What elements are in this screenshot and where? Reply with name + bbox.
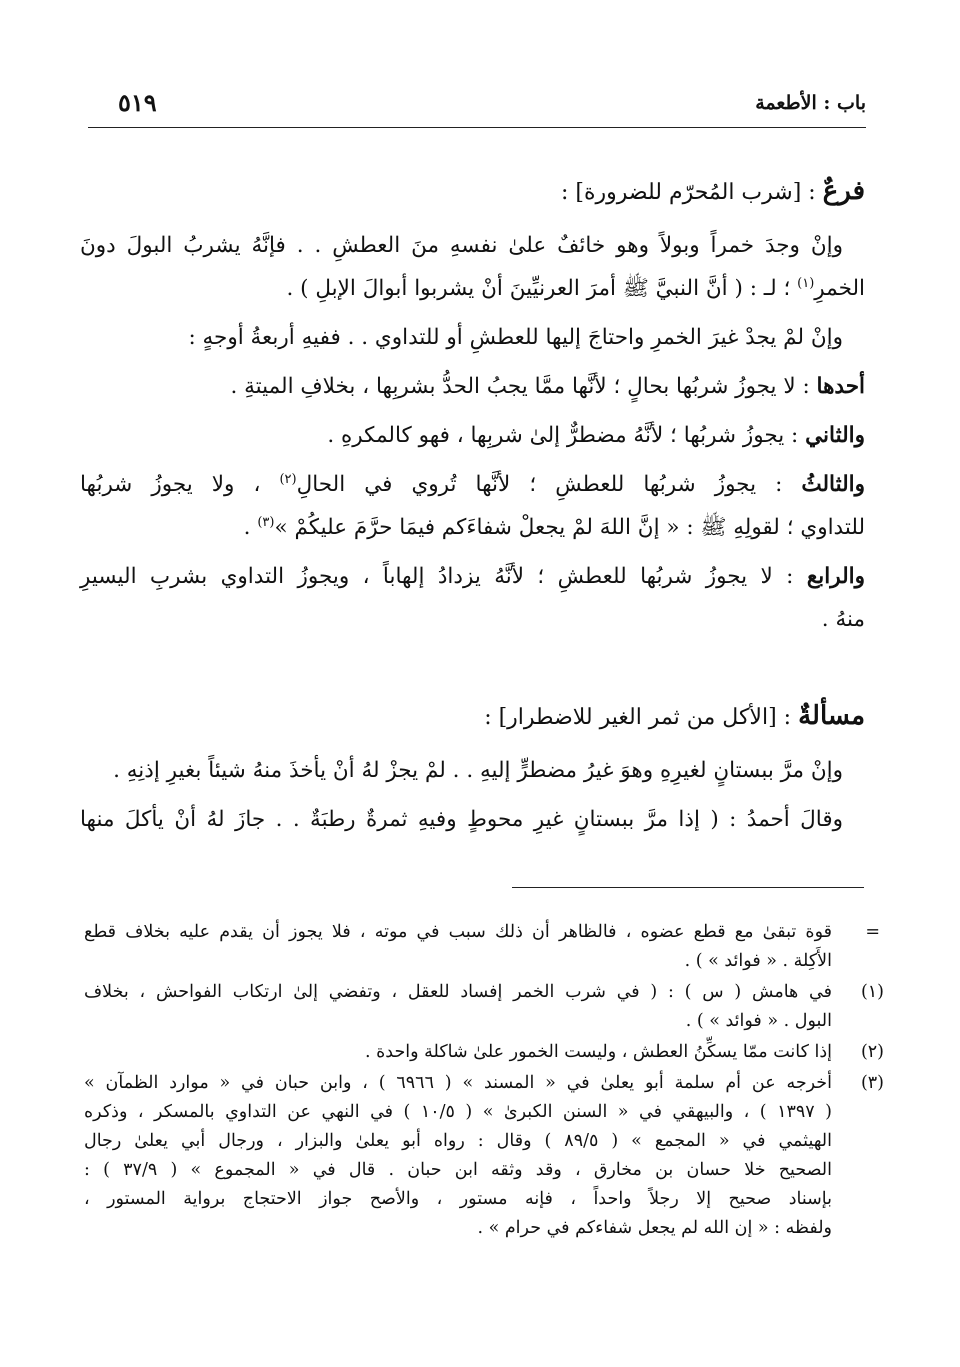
footnote-3 <box>84 1069 884 1243</box>
opinion-label: أحدها <box>816 374 865 399</box>
footnote-separator <box>512 887 864 888</box>
section-heading-issue <box>80 695 865 739</box>
continuation-marker: = <box>865 922 880 942</box>
footnote-1 <box>84 978 884 1036</box>
opinion-label: والثالثُ <box>801 472 865 497</box>
paragraph <box>80 316 865 359</box>
text-run: الخمرِ <box>814 276 865 301</box>
paragraph-line: وإنْ لمْ يجدْ غيرَ الخمرِ واحتاجَ إليها للعطشِ أو للتداوي . . ففيهِ أربعةُ أوجهٍ : <box>188 325 843 350</box>
footnote-2 <box>84 1038 884 1067</box>
text-run: . <box>243 515 258 540</box>
paragraph-line: وإنْ مرَّ ببستانٍ لغيرِهِ وهوَ غيرُ مضطرٍّ إليهِ . . لمْ يجزْ لهُ أنْ يأخذَ منهُ شيئاً بغيرِ إذنِهِ . <box>113 758 843 783</box>
footnote-line: الصحيح خلا حسان بن مخارق ، وقد وثقه ابن حبان . قال في « المجموع » ( ٣٧/٩ ) : <box>84 1160 832 1180</box>
paragraph-line: وإنْ وجدَ خمراً وبولاً وهو خائفٌ علىٰ نفسهِ منَ العطشِ . . فإنَّهُ يشربُ البولَ دونَ <box>80 233 843 258</box>
footnote-ref[interactable]: (١) <box>797 275 815 291</box>
section-keyword: فرعٌ <box>822 176 865 206</box>
footnote-line: قوة تبقىٰ مع قطع عضوه ، فالظاهر أن ذلك سبب في موته ، فلا يجوز أن يقدم عليه بخلاف قطع <box>84 922 832 942</box>
header-rule <box>88 127 866 128</box>
text-run: : يجوزُ شربُها للعطشِ ؛ لأنَّها تُروي في الحالِ <box>296 472 802 497</box>
paragraph <box>80 224 865 267</box>
footnote-line: الهيثمي في « المجمع » ( ٨٩/٥ ) وقال : رواه أبو يعلىٰ والبزار ، ورجال أبي يعلىٰ رجال <box>84 1131 832 1151</box>
footnote-line: الأَكِلة . « فوائد » ) . <box>684 951 832 971</box>
footnote-number: (٢) <box>860 1042 884 1062</box>
section-keyword: مسألةٌ <box>798 701 865 731</box>
text-run: : لا يجوزُ شربُها بحالٍ ؛ لأنَّها ممَّا يجبُ الحدُّ بشربِها ، بخلافِ الميتةِ . <box>230 374 817 399</box>
footnote-line: ولفظه : « إن الله لم يجعل شفاءكم في حرام » . <box>477 1218 832 1238</box>
paragraph <box>80 798 865 841</box>
footnote-line: في هامش ( س ) : ( في شرب الخمر إفساد للعقل ، وتفضي إلىٰ ارتكاب الفواحش ، بخلاف <box>84 982 832 1002</box>
text-run: ؛ لـ : ( أنَّ النبيَّ ﷺ أمرَ العرنيِّينَ أنْ يشربوا أبوالَ الإبلِ ) . <box>286 276 798 301</box>
opinion-label: والرابع <box>806 564 865 589</box>
opinion-label: والثاني <box>805 423 865 448</box>
footnote-continuation <box>84 918 884 976</box>
footnote-ref[interactable]: (٣) <box>257 514 275 530</box>
footnote-number: (١) <box>860 982 884 1002</box>
paragraph-opinion-4 <box>80 555 865 641</box>
section-heading-branch <box>80 170 865 214</box>
text-run: : يجوزُ شربُها ؛ لأنَّهُ مضطرٌّ إلىٰ شربِها ، فهو كالمكرهِ . <box>327 423 806 448</box>
paragraph-line <box>80 267 865 310</box>
footnotes <box>84 918 884 1245</box>
footnote-number: (٣) <box>860 1073 884 1093</box>
footnote-line: ( ١٣٩٧ ) ، والبيهقي في « السنن الكبرىٰ » ( ١٠/٥ ) في النهي عن التداوي بالمسكر ، وذكره <box>84 1102 832 1122</box>
paragraph <box>80 749 865 792</box>
text-run: ، ولا يجوزُ شربُها <box>80 472 280 497</box>
footnote-line: أخرجه عن أم سلمة أبو يعلىٰ في « المسند » ( ٦٩٦٦ ) ، وابن حبان في « موارد الظمآن » <box>84 1073 832 1093</box>
page-header <box>88 88 866 128</box>
paragraph-line: منهُ . <box>821 607 865 632</box>
text-run: للتداوي ؛ لقولِهِ ﷺ : « إنَّ اللهَ لمْ يجعلْ شفاءَكم فيمَا حرَّمَ عليكُمْ » <box>274 515 865 540</box>
page-number: ٥١٩ <box>118 88 157 117</box>
paragraph <box>80 267 865 310</box>
paragraph-opinion-1 <box>80 365 865 408</box>
text-run: : لا يجوزُ شربُها للعطشِ ؛ لأنَّهُ يزدادُ إلهاباً ، ويجوزُ التداوي بشربِ اليسيرِ <box>80 564 807 589</box>
footnote-line: بإسناد صحيح إلا رجلاً واحداً ، فإنه مستور ، والأصح جواز الاحتجاج برواية المستور ، <box>84 1189 832 1209</box>
main-text <box>80 170 865 847</box>
footnote-line: إذا كانت ممّا يسكِّنُ العطش ، وليست الخمور علىٰ شاكلة واحدة . <box>365 1042 832 1062</box>
footnote-ref[interactable]: (٢) <box>279 471 297 487</box>
paragraph-opinion-3 <box>80 463 865 549</box>
section-subtitle: : [شرب المُحرّم للضرورة] : <box>560 180 816 205</box>
paragraph-line: وقالَ أحمدُ : ( إذا مرَّ ببستانٍ غيرِ محوطٍ وفيهِ ثمرةٌ رطبَةٌ . . جازَ لهُ أنْ يأكلَ منها <box>80 807 843 832</box>
footnote-line: البول . « فوائد » ) . <box>685 1011 832 1031</box>
section-gap <box>80 647 865 695</box>
paragraph-opinion-2 <box>80 414 865 457</box>
section-subtitle: : [الأكل من ثمر الغير للاضطرار] : <box>484 705 792 730</box>
chapter-title: باب : الأطعمة <box>755 92 866 114</box>
